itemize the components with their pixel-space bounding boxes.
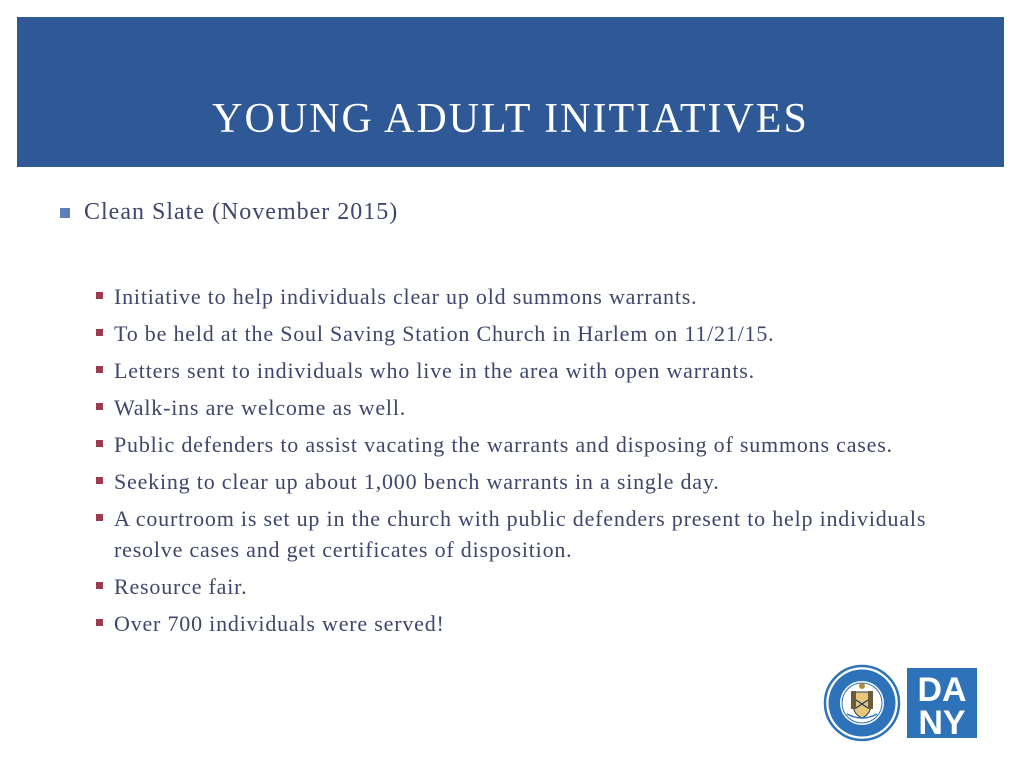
main-bullet-text: Clean Slate (November 2015) xyxy=(84,199,399,225)
dany-logo xyxy=(823,664,979,742)
sub-bullet-item xyxy=(96,503,976,565)
square-bullet-icon xyxy=(96,329,103,336)
sub-bullet-text: Resource fair. xyxy=(114,574,248,599)
sub-bullet-text: Walk-ins are welcome as well. xyxy=(114,395,407,420)
sub-bullet-item xyxy=(96,608,976,639)
square-bullet-icon xyxy=(60,208,70,218)
sub-bullet-text: To be held at the Soul Saving Station Church in Harlem on 11/21/15. xyxy=(114,321,775,346)
square-bullet-icon xyxy=(96,366,103,373)
sub-bullet-text: Initiative to help individuals clear up old summons warrants. xyxy=(114,284,698,309)
square-bullet-icon xyxy=(96,440,103,447)
sub-bullet-text: Public defenders to assist vacating the warrants and disposing of summons cases. xyxy=(114,432,893,457)
square-bullet-icon xyxy=(96,403,103,410)
sub-bullet-item xyxy=(96,355,976,386)
square-bullet-icon xyxy=(96,619,103,626)
sub-bullet-item xyxy=(96,281,976,312)
sub-bullet-text: Letters sent to individuals who live in the area with open warrants. xyxy=(114,358,755,383)
square-bullet-icon xyxy=(96,292,103,299)
sub-bullet-item xyxy=(96,466,976,497)
sub-bullet-item xyxy=(96,318,976,349)
sub-bullet-item xyxy=(96,571,976,602)
logo-text-da: DA xyxy=(917,671,967,709)
square-bullet-icon xyxy=(96,477,103,484)
square-bullet-icon xyxy=(96,582,103,589)
slide-title: YOUNG ADULT INITIATIVES xyxy=(212,96,809,142)
sub-bullet-list xyxy=(96,281,976,645)
seal-icon xyxy=(825,666,899,740)
logo-text-ny: NY xyxy=(918,704,966,742)
sub-bullet-text: Seeking to clear up about 1,000 bench warrants in a single day. xyxy=(114,469,720,494)
square-bullet-icon xyxy=(96,514,103,521)
dany-logo-graphic xyxy=(823,664,979,742)
sub-bullet-item xyxy=(96,429,976,460)
sub-bullet-text: Over 700 individuals were served! xyxy=(114,611,445,636)
sub-bullet-item xyxy=(96,392,976,423)
sub-bullet-text: A courtroom is set up in the church with public defenders present to help individuals resolve cases and get certificates of disposition. xyxy=(114,506,927,562)
